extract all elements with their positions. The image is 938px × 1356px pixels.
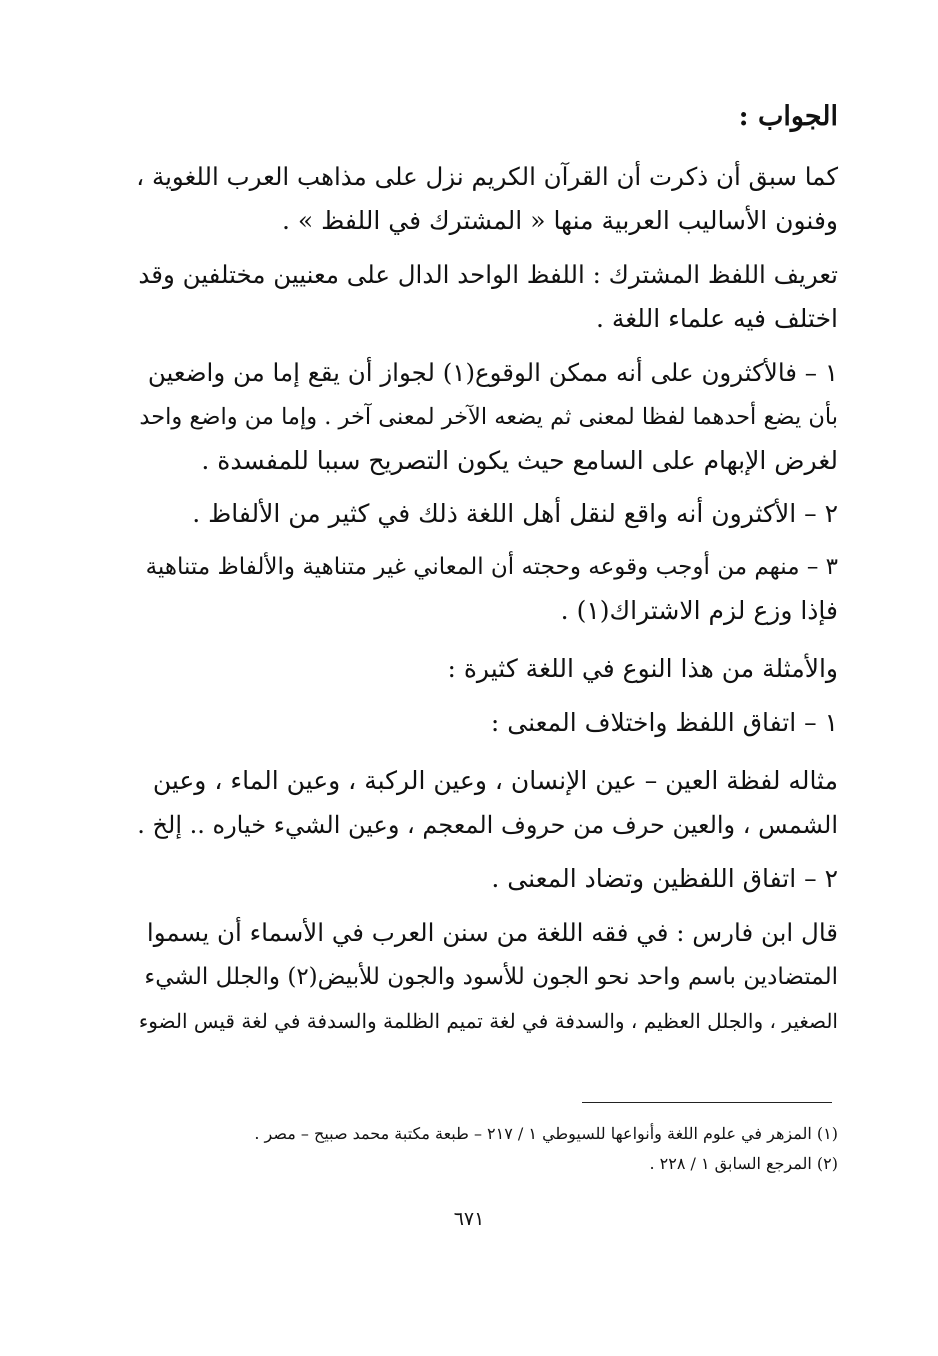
footnote-2: (٢) المرجع السابق ١ / ٢٢٨ .	[649, 1154, 838, 1173]
footnote-divider	[582, 1102, 832, 1103]
body-line-15: ٢ – اتفاق اللفظين وتضاد المعنى .	[491, 864, 838, 893]
page-number: ٦٧١	[453, 1208, 485, 1230]
body-line-4: اختلف فيه علماء اللغة .	[595, 304, 838, 333]
body-line-11: والأمثلة من هذا النوع في اللغة كثيرة :	[447, 654, 838, 683]
body-line-2: وفنون الأساليب العربية منها « المشترك في اللفظ » .	[281, 206, 838, 235]
body-line-16: قال ابن فارس : في فقه اللغة من سنن العرب في الأسماء أن يسموا	[146, 918, 838, 947]
body-line-14: الشمس ، والعين حرف من حروف المعجم ، وعين الشيء خياره .. إلخ .	[137, 811, 838, 839]
body-line-6: بأن يضع أحدهما لفظا لمعنى ثم يضعه الآخر لمعنى آخر . وإما من واضع واحد	[139, 404, 838, 430]
body-line-5: ١ – فالأكثرون على أنه ممكن الوقوع(١) لجواز أن يقع إما من واضعين	[147, 358, 838, 387]
body-line-1: كما سبق أن ذكرت أن القرآن الكريم نزل على مذاهب العرب اللغوية ،	[136, 162, 838, 191]
body-line-9: ٣ – منهم من أوجب وقوعه وحجته أن المعاني غير متناهية والألفاظ متناهية	[145, 554, 838, 580]
body-line-8: ٢ – الأكثرون أنه واقع لنقل أهل اللغة ذلك في كثير من الألفاظ .	[192, 499, 838, 528]
answer-heading: الجواب :	[738, 101, 838, 132]
body-line-17: المتضادين باسم واحد نحو الجون للأسود والجون للأبيض(٢) والجلل الشيء	[144, 964, 838, 990]
body-line-12: ١ – اتفاق اللفظ واختلاف المعنى :	[490, 708, 838, 737]
body-line-18: الصغير ، والجلل العظيم ، والسدفة في لغة تميم الظلمة والسدفة في لغة قيس الضوء	[138, 1009, 838, 1033]
body-line-10: فإذا وزع لزم الاشتراك(١) .	[560, 596, 838, 625]
body-line-13: مثاله لفظة العين – عين الإنسان ، وعين الركبة ، وعين الماء ، وعين	[152, 766, 838, 795]
footnote-1: (١) المزهر في علوم اللغة وأنواعها للسيوطي ١ / ٢١٧ – طبعة مكتبة محمد صبيح – مصر .	[254, 1124, 838, 1143]
body-line-7: لغرض الإبهام على السامع حيث يكون التصريح سببا للمفسدة .	[201, 446, 838, 475]
body-line-3: تعريف اللفظ المشترك : اللفظ الواحد الدال على معنيين مختلفين وقد	[138, 260, 838, 289]
